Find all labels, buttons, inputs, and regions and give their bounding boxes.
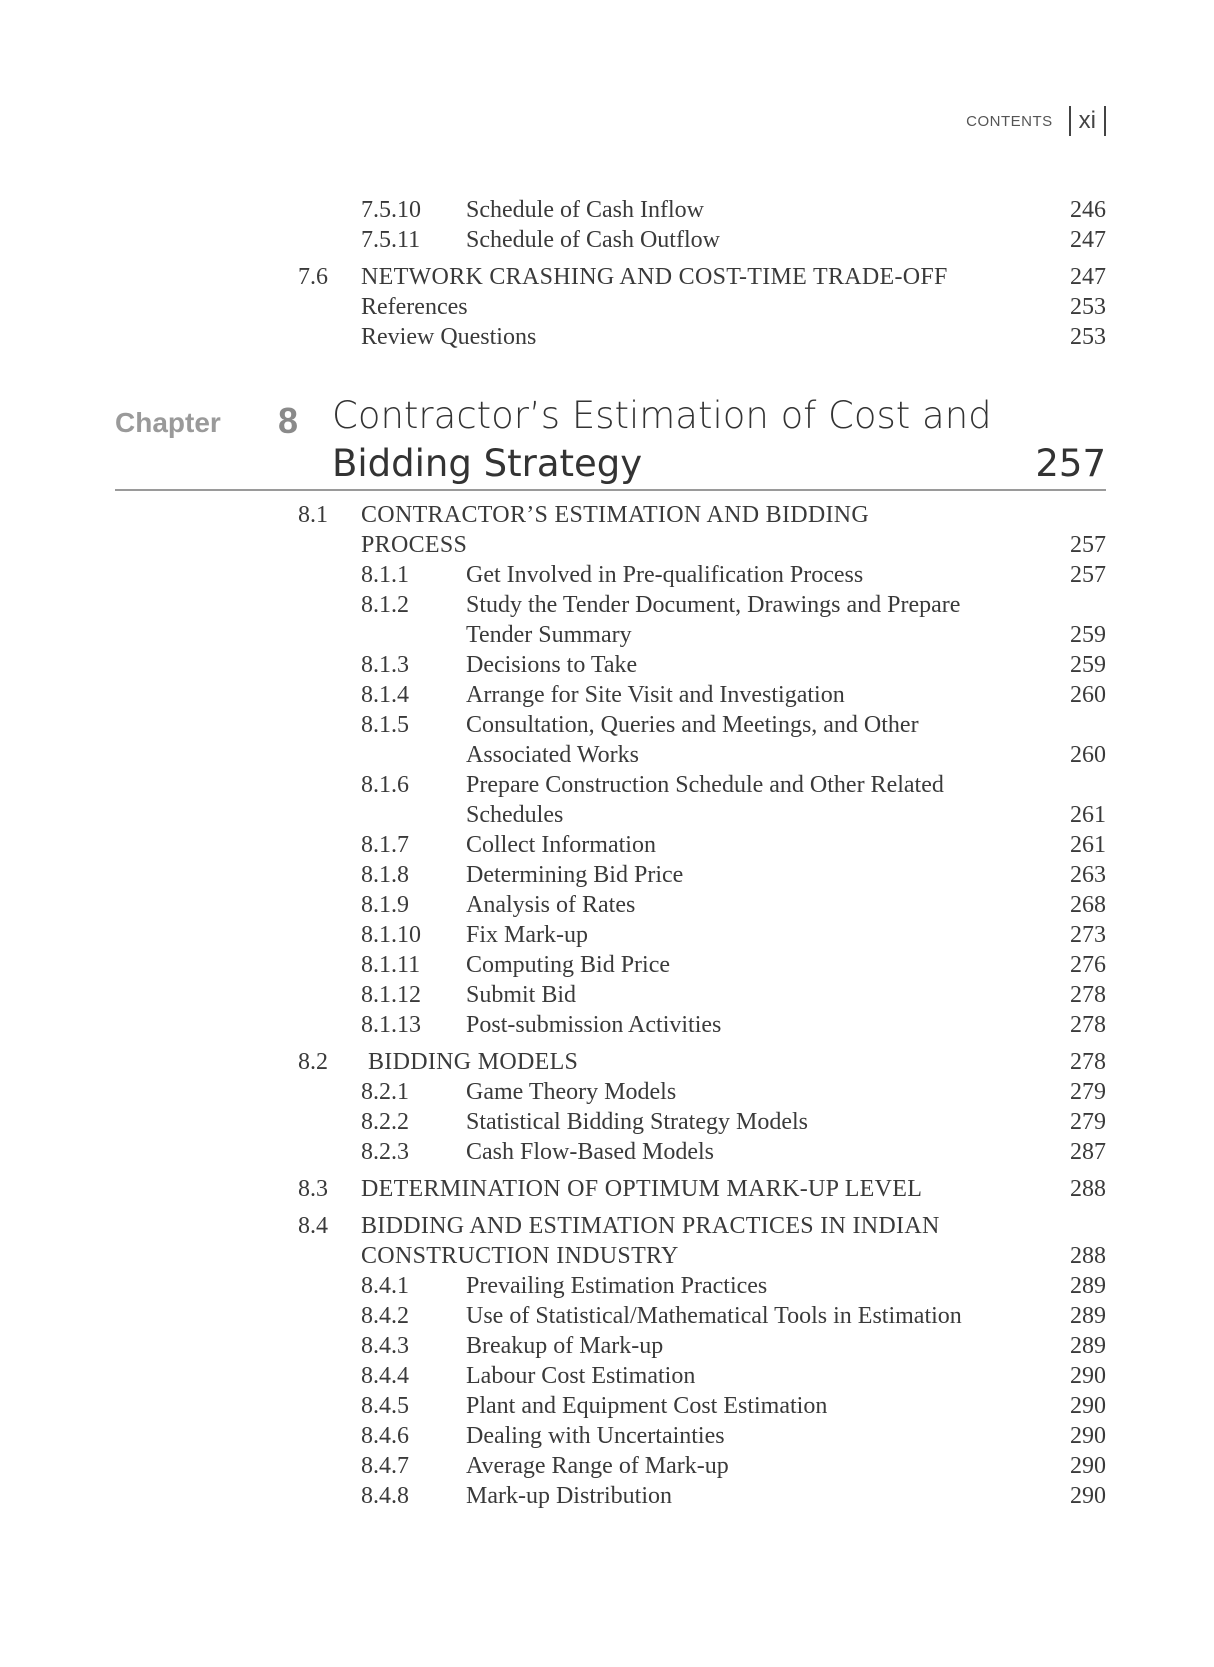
header-page-number: xi [1078,107,1096,134]
entry-title: Breakup of Mark-up [466,1333,664,1359]
entry-title: Arrange for Site Visit and Investigation [466,682,845,708]
toc-entry-continued[interactable] [0,740,1214,770]
entry-page: 259 [1070,622,1106,648]
entry-number: 8.1.5 [361,712,409,738]
entry-page: 289 [1070,1333,1106,1359]
toc-entry[interactable] [0,1137,1214,1167]
entry-page: 257 [1070,562,1106,588]
chapter-title-line2: Bidding Strategy [332,442,643,485]
entry-page: 260 [1070,742,1106,768]
entry-number: 8.4.1 [361,1273,409,1299]
entry-number: 8.4.5 [361,1393,409,1419]
toc-section[interactable] [0,1174,1214,1204]
section-number: 8.1 [298,502,328,528]
entry-title: Get Involved in Pre-qualification Process [466,562,864,588]
toc-entry[interactable] [0,920,1214,950]
entry-title: Schedules [466,802,564,828]
entry-page: 290 [1070,1393,1106,1419]
entry-title: Prepare Construction Schedule and Other Related [466,772,944,798]
entry-page: 278 [1070,982,1106,1008]
entry-number: 8.1.8 [361,862,409,888]
chapter-title-line1: Contractor’s Estimation of Cost and [332,394,992,437]
section-page: 257 [1070,532,1106,558]
entry-number: 8.4.8 [361,1483,409,1509]
entry-page: 263 [1070,862,1106,888]
entry-page: 268 [1070,892,1106,918]
entry-title: Determining Bid Price [466,862,684,888]
toc-entry[interactable] [0,1421,1214,1451]
entry-title: Associated Works [466,742,639,768]
toc-review-questions[interactable] [0,322,1214,352]
entry-page: 261 [1070,832,1106,858]
entry-title: Submit Bid [466,982,577,1008]
section-page: 288 [1070,1243,1106,1269]
entry-number: 8.4.2 [361,1303,409,1329]
entry-number: 8.4.4 [361,1363,409,1389]
entry-number: 7.5.10 [361,197,421,223]
entry-title: Schedule of Cash Inflow [466,197,704,223]
entry-title: Statistical Bidding Strategy Models [466,1109,808,1135]
entry-page: 261 [1070,802,1106,828]
section-title: CONSTRUCTION INDUSTRY [361,1243,679,1269]
entry-title: Prevailing Estimation Practices [466,1273,768,1299]
toc-section[interactable] [0,1211,1214,1241]
entry-title: Fix Mark-up [466,922,588,948]
toc-entry[interactable] [0,710,1214,740]
running-header [966,106,1106,136]
toc-entry[interactable] [0,225,1214,255]
entry-number: 8.1.2 [361,592,409,618]
entry-title: Review Questions [361,324,537,350]
entry-page: 260 [1070,682,1106,708]
section-page: 247 [1070,264,1106,290]
entry-number: 8.4.6 [361,1423,409,1449]
toc-entry[interactable] [0,680,1214,710]
toc-entry[interactable] [0,650,1214,680]
toc-entry[interactable] [0,1481,1214,1511]
entry-title: Schedule of Cash Outflow [466,227,720,253]
chapter-number: 8 [278,400,299,441]
entry-title: Post-submission Activities [466,1012,722,1038]
entry-number: 8.1.7 [361,832,409,858]
entry-title: Computing Bid Price [466,952,670,978]
chapter-heading[interactable] [0,392,1214,492]
entry-page: 287 [1070,1139,1106,1165]
toc-section-continued[interactable] [0,530,1214,560]
toc-entry[interactable] [0,590,1214,620]
toc-references[interactable] [0,292,1214,322]
entry-number: 8.1.4 [361,682,409,708]
entry-title: Use of Statistical/Mathematical Tools in Estimation [466,1303,962,1329]
section-title: PROCESS [361,532,468,558]
entry-title: References [361,294,468,320]
entry-page: 259 [1070,652,1106,678]
entry-title: Study the Tender Document, Drawings and Prepare [466,592,961,618]
section-title: BIDDING MODELS [368,1049,579,1075]
entry-page: 290 [1070,1483,1106,1509]
toc-entry[interactable] [0,770,1214,800]
section-title: NETWORK CRASHING AND COST-TIME TRADE-OFF [361,264,948,290]
entry-number: 8.2.3 [361,1139,409,1165]
toc-section-continued[interactable] [0,1241,1214,1271]
entry-title: Average Range of Mark-up [466,1453,729,1479]
header-divider [1104,106,1106,136]
section-title: BIDDING AND ESTIMATION PRACTICES IN INDIAN [361,1213,940,1239]
section-title: DETERMINATION OF OPTIMUM MARK-UP LEVEL [361,1176,923,1202]
toc-entry-continued[interactable] [0,620,1214,650]
toc-entry[interactable] [0,195,1214,225]
entry-number: 8.2.1 [361,1079,409,1105]
entry-page: 279 [1070,1109,1106,1135]
entry-page: 276 [1070,952,1106,978]
entry-title: Cash Flow-Based Models [466,1139,714,1165]
entry-number: 8.2.2 [361,1109,409,1135]
entry-number: 8.1.3 [361,652,409,678]
header-label: CONTENTS [966,112,1053,130]
entry-page: 247 [1070,227,1106,253]
entry-page: 279 [1070,1079,1106,1105]
entry-title: Consultation, Queries and Meetings, and Other [466,712,919,738]
toc-section[interactable] [0,262,1214,292]
toc-entry[interactable] [0,980,1214,1010]
section-number: 8.2 [298,1049,328,1075]
entry-page: 289 [1070,1303,1106,1329]
toc-entry-continued[interactable] [0,800,1214,830]
entry-number: 8.4.3 [361,1333,409,1359]
section-number: 8.4 [298,1213,328,1239]
chapter-label: Chapter [115,407,221,438]
toc-entry[interactable] [0,560,1214,590]
section-number: 7.6 [298,264,328,290]
entry-title: Labour Cost Estimation [466,1363,696,1389]
entry-page: 278 [1070,1012,1106,1038]
entry-number: 8.1.6 [361,772,409,798]
entry-page: 290 [1070,1363,1106,1389]
entry-number: 8.1.12 [361,982,421,1008]
entry-title: Mark-up Distribution [466,1483,672,1509]
toc-entry[interactable] [0,890,1214,920]
entry-title: Decisions to Take [466,652,638,678]
entry-page: 253 [1070,324,1106,350]
toc-entry[interactable] [0,1010,1214,1040]
entry-page: 289 [1070,1273,1106,1299]
entry-number: 8.4.7 [361,1453,409,1479]
toc-entry[interactable] [0,1077,1214,1107]
entry-title: Plant and Equipment Cost Estimation [466,1393,828,1419]
entry-title: Collect Information [466,832,656,858]
chapter-rule [115,489,1106,491]
toc-entry[interactable] [0,860,1214,890]
toc-entry[interactable] [0,1107,1214,1137]
entry-number: 8.1.13 [361,1012,421,1038]
entry-page: 290 [1070,1423,1106,1449]
entry-title: Tender Summary [466,622,632,648]
toc-section[interactable] [0,500,1214,530]
entry-page: 273 [1070,922,1106,948]
entry-page: 246 [1070,197,1106,223]
toc-entry[interactable] [0,1391,1214,1421]
toc-entry[interactable] [0,1301,1214,1331]
section-page: 288 [1070,1176,1106,1202]
toc-entry[interactable] [0,1271,1214,1301]
section-title: CONTRACTOR’S ESTIMATION AND BIDDING [361,502,870,528]
entry-number: 8.1.11 [361,952,421,978]
entry-title: Dealing with Uncertainties [466,1423,725,1449]
chapter-page: 257 [1035,442,1106,485]
entry-page: 253 [1070,294,1106,320]
entry-number: 8.1.9 [361,892,409,918]
toc-section[interactable] [0,1047,1214,1077]
toc-entry[interactable] [0,1361,1214,1391]
entry-number: 8.1.1 [361,562,409,588]
toc-entry[interactable] [0,1331,1214,1361]
toc-entry[interactable] [0,950,1214,980]
toc-entry[interactable] [0,830,1214,860]
toc-entry[interactable] [0,1451,1214,1481]
entry-title: Analysis of Rates [466,892,636,918]
section-number: 8.3 [298,1176,328,1202]
entry-number: 8.1.10 [361,922,421,948]
section-page: 278 [1070,1049,1106,1075]
entry-page: 290 [1070,1453,1106,1479]
entry-title: Game Theory Models [466,1079,677,1105]
entry-number: 7.5.11 [361,227,421,253]
